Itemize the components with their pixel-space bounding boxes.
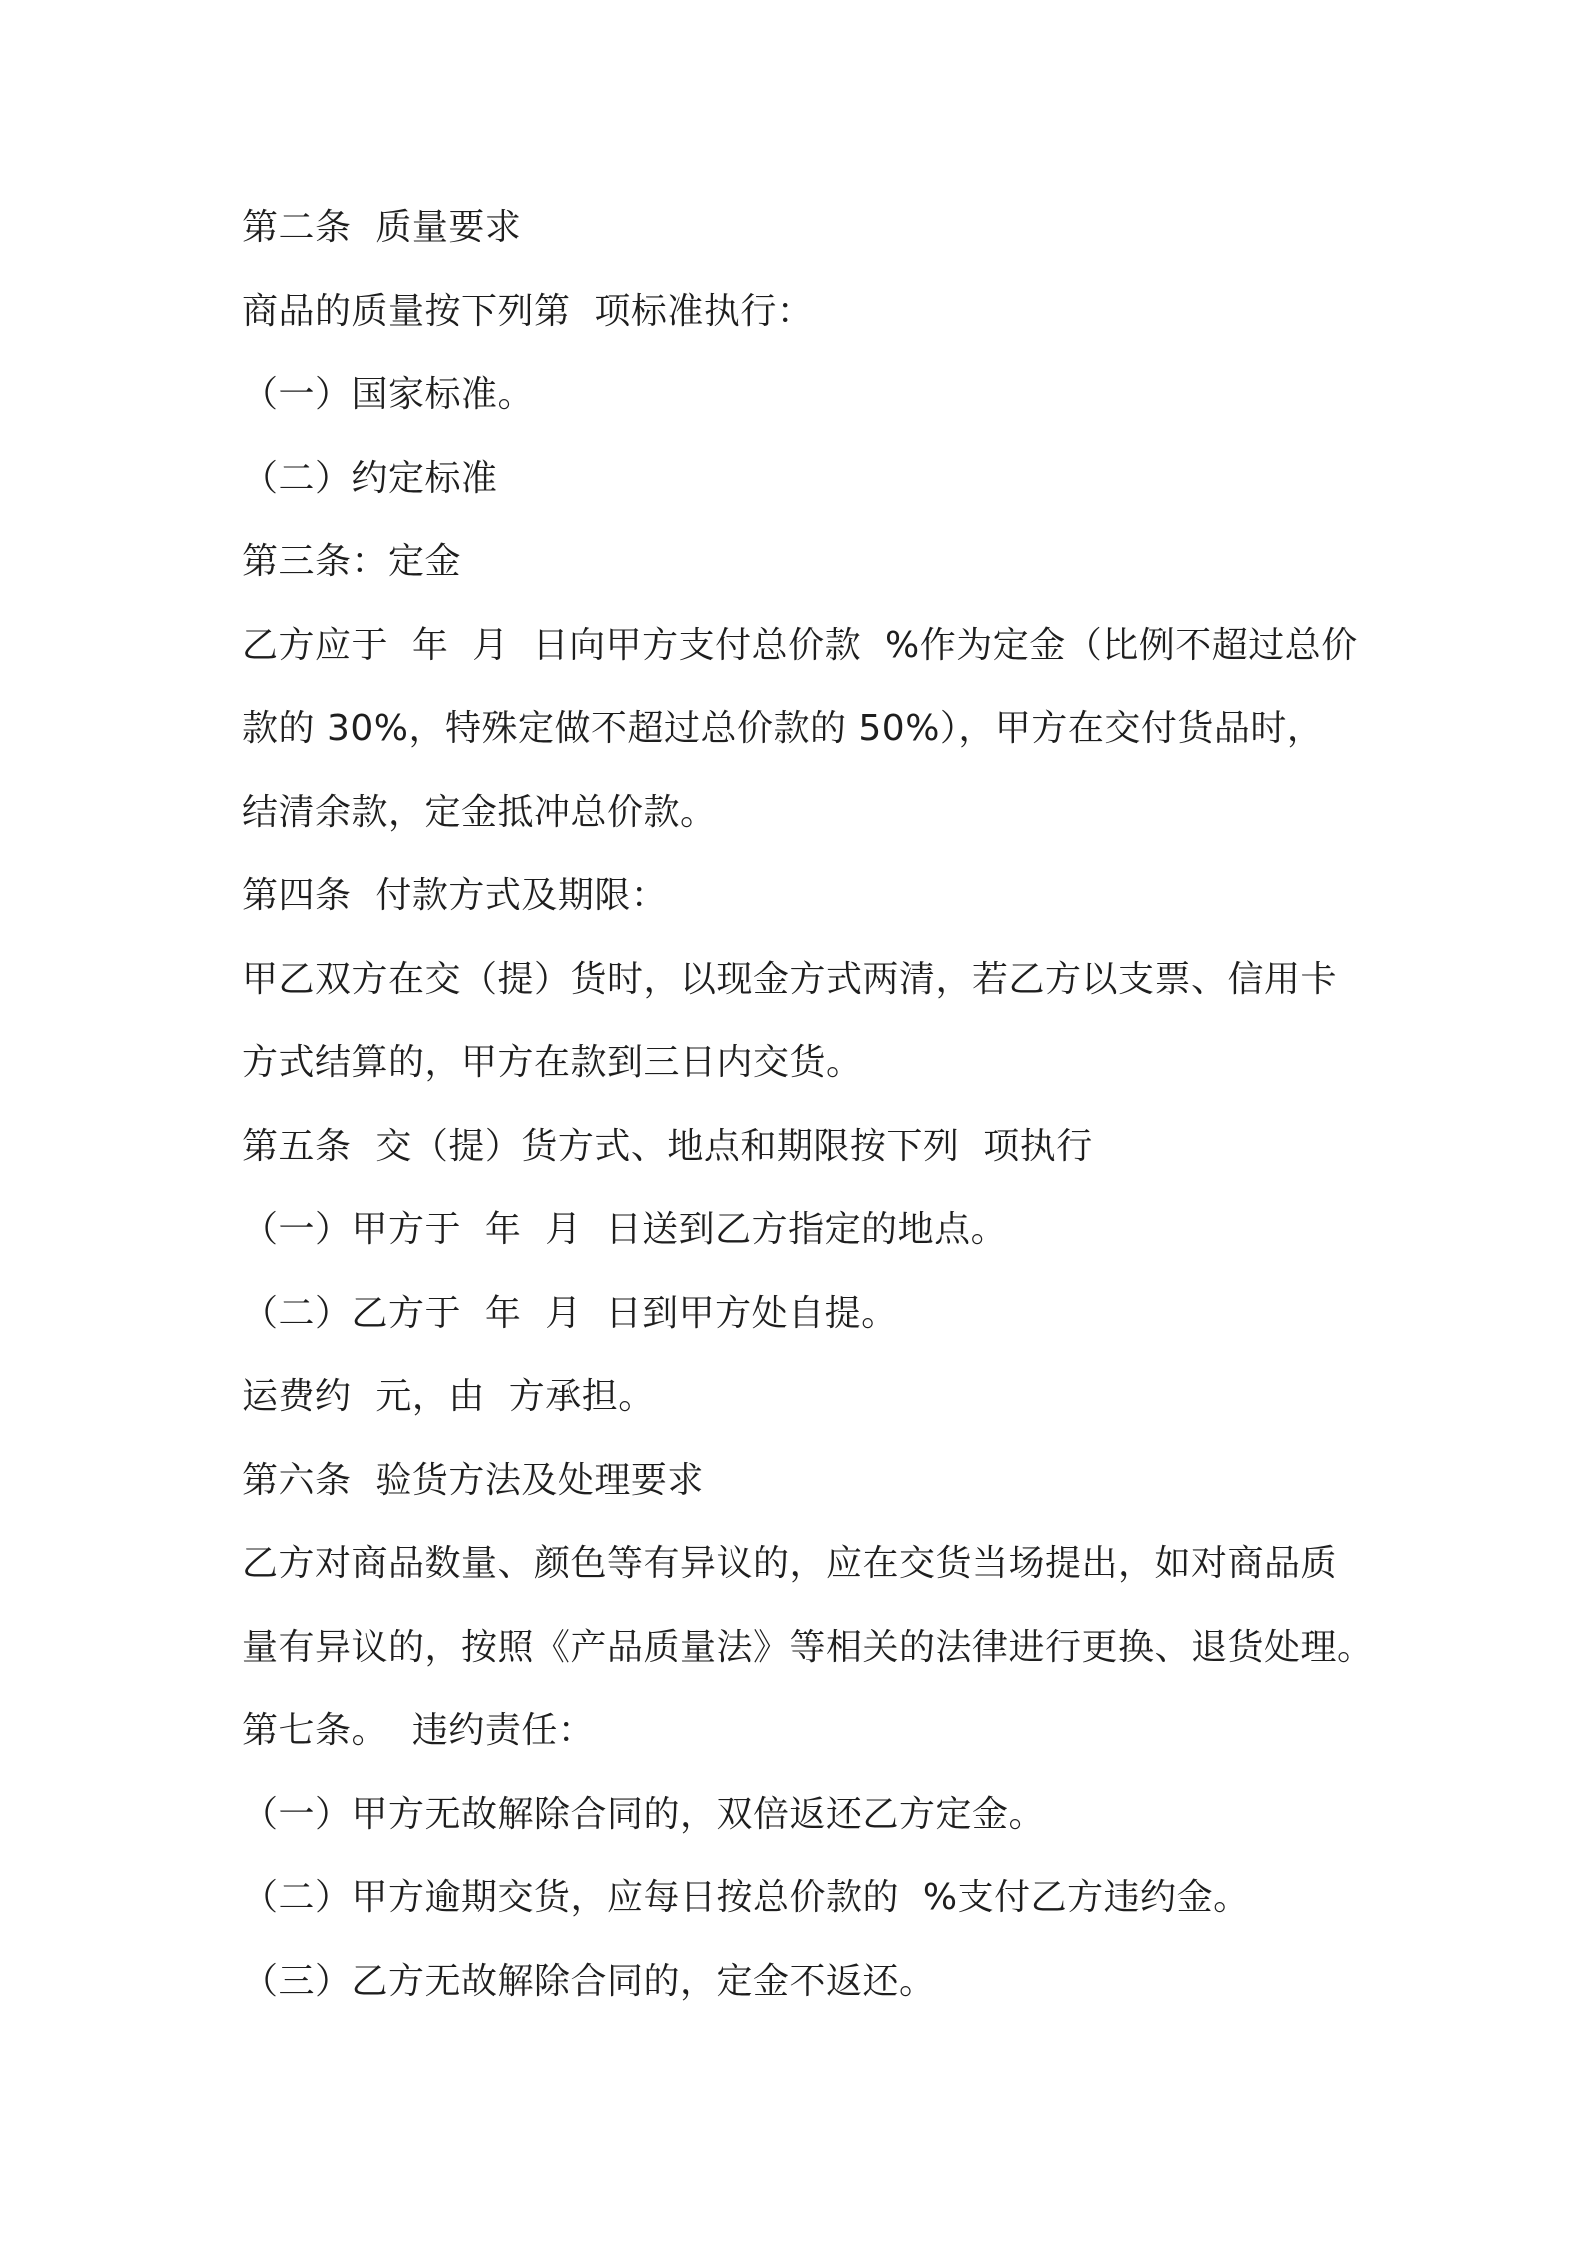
liability-item-1: （一）甲方无故解除合同的，双倍返还乙方定金。 — [242, 1793, 1046, 1835]
quality-option-1: （一）国家标准。 — [242, 374, 535, 415]
payment-text-line-1: 甲乙双方在交（提）货时，以现金方式两清，若乙方以支票、信用卡 — [242, 958, 1338, 1000]
liability-item-2: （二）甲方逾期交货，应每日按总价款的 %支付乙方违约金。 — [242, 1877, 1250, 1918]
inspection-text-line-1: 乙方对商品数量、颜色等有异议的，应在交货当场提出，如对商品质 — [242, 1543, 1338, 1584]
liability-item-3: （三）乙方无故解除合同的，定金不返还。 — [242, 1960, 936, 2002]
contract-page — [242, 198, 1372, 2035]
payment-text-line-2: 方式结算的，甲方在款到三日内交货。 — [242, 1042, 863, 1083]
article-7-heading: 第七条。 违约责任： — [242, 1710, 595, 1751]
deposit-text-line-3: 结清余款，定金抵冲总价款。 — [242, 791, 717, 833]
quality-standard-text: 商品的质量按下列第 项标准执行： — [242, 290, 814, 332]
article-3-heading: 第三条：定金 — [242, 541, 462, 582]
inspection-text-line-2: 量有异议的，按照《产品质量法》等相关的法律进行更换、退货处理。 — [242, 1626, 1374, 1668]
deposit-text-line-2: 款的 30%，特殊定做不超过总价款的 50%），甲方在交付货品时， — [242, 708, 1324, 749]
deposit-text-line-1: 乙方应于 年 月 日向甲方支付总价款 %作为定金（比例不超过总价 — [242, 624, 1358, 666]
quality-option-2: （二）约定标准 — [242, 457, 498, 499]
article-6-heading: 第六条 验货方法及处理要求 — [242, 1459, 704, 1501]
delivery-option-1: （一）甲方于 年 月 日送到乙方指定的地点。 — [242, 1209, 1008, 1250]
article-2-heading: 第二条 质量要求 — [242, 207, 522, 248]
freight-text: 运费约 元，由 方承担。 — [242, 1376, 655, 1417]
delivery-option-2: （二）乙方于 年 月 日到甲方处自提。 — [242, 1292, 898, 1334]
article-5-heading: 第五条 交（提）货方式、地点和期限按下列 项执行 — [242, 1125, 1093, 1167]
article-4-heading: 第四条 付款方式及期限： — [242, 875, 668, 916]
